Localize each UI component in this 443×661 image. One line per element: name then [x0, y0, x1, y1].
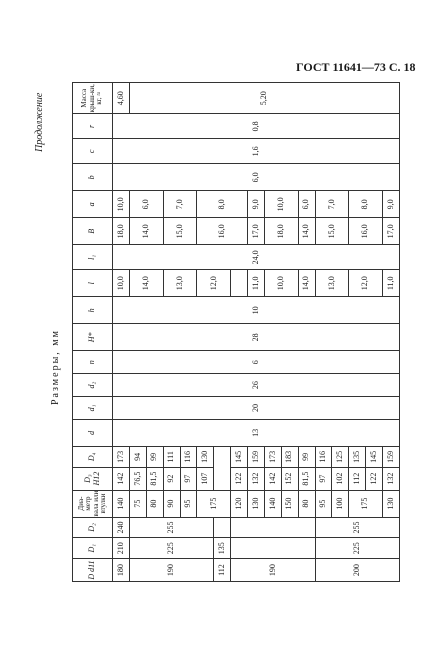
cell: 95	[180, 490, 197, 517]
cell: 145	[366, 446, 383, 467]
cell-mass-shared: 5,20	[129, 83, 399, 114]
cell: 142	[113, 467, 130, 490]
header-b: b	[73, 164, 113, 191]
cell: 255	[315, 517, 400, 538]
cell-h: 10	[113, 297, 400, 324]
cell: 16,0	[349, 218, 383, 245]
cell: 12,0	[197, 270, 231, 297]
cell: 130	[248, 490, 265, 517]
cell-r: 0,8	[113, 114, 400, 139]
cell: 116	[180, 446, 197, 467]
cell: 100	[332, 490, 349, 517]
header-d2: d₂	[73, 374, 113, 397]
cell: 180	[113, 559, 130, 582]
table-row	[113, 83, 130, 582]
cell: 132	[383, 467, 400, 490]
cell: 80	[298, 490, 315, 517]
cell: 173	[264, 446, 281, 467]
page-header: ГОСТ 11641—73 С. 18	[296, 60, 416, 74]
cell: 225	[315, 538, 400, 559]
cell	[231, 270, 248, 297]
cell: 13,0	[163, 270, 197, 297]
cell: 145	[231, 446, 248, 467]
cell: 14,0	[129, 218, 163, 245]
cell: 99	[146, 446, 163, 467]
header-D3: D₃ H12	[73, 467, 113, 490]
cell: 140	[264, 490, 281, 517]
cell: 94	[129, 446, 146, 467]
cell: 10,0	[113, 191, 130, 218]
dimensions-caption-text: Размеры, мм	[50, 329, 61, 405]
cell: 132	[248, 467, 265, 490]
cell: 255	[129, 517, 213, 538]
cell: 16,0	[197, 218, 248, 245]
cell-d1: 20	[113, 397, 400, 420]
cell: 97	[315, 467, 332, 490]
cell: 210	[113, 538, 130, 559]
cell: 99	[298, 446, 315, 467]
cell: 76,5	[129, 467, 146, 490]
cell: 8,0	[349, 191, 383, 218]
cell: 135	[349, 446, 366, 467]
cell: 135	[214, 538, 231, 559]
header-d: d	[73, 419, 113, 446]
header-c: c	[73, 139, 113, 164]
dimensions-caption	[50, 285, 64, 405]
cell: 102	[332, 467, 349, 490]
cell: 14,0	[298, 218, 315, 245]
cell: 11,0	[383, 270, 400, 297]
header-h: h	[73, 297, 113, 324]
cell: 15,0	[163, 218, 197, 245]
header-H: H*	[73, 324, 113, 351]
cell: 13,0	[315, 270, 349, 297]
cell: 116	[315, 446, 332, 467]
cell-d2: 26	[113, 374, 400, 397]
header-D: D d11	[73, 559, 113, 582]
cell: 125	[332, 446, 349, 467]
cell: 95	[315, 490, 332, 517]
cell: 190	[129, 559, 213, 582]
header-l: l	[73, 270, 113, 297]
header-a: a	[73, 191, 113, 218]
cell: 10,0	[264, 191, 298, 218]
cell: 4,60	[113, 83, 130, 114]
cell: 175	[197, 490, 231, 517]
cell: 75	[129, 490, 146, 517]
cell: 10,0	[264, 270, 298, 297]
cell: 122	[366, 467, 383, 490]
cell: 97	[180, 467, 197, 490]
cell: 122	[231, 467, 248, 490]
cell-H: 28	[113, 324, 400, 351]
cell-d: 13	[113, 419, 400, 446]
cell: 18,0	[264, 218, 298, 245]
header-mass: Масса крыш-ки, кг, ≈	[73, 83, 113, 114]
header-B: B	[73, 218, 113, 245]
cell: 11,0	[248, 270, 265, 297]
cell: 152	[281, 467, 298, 490]
header-D4: D₄	[73, 446, 113, 467]
cell: 107	[197, 467, 214, 490]
cell: 9,0	[248, 191, 265, 218]
header-D1: D₁	[73, 538, 113, 559]
header-r: r	[73, 114, 113, 139]
cell: 159	[383, 446, 400, 467]
cell: 159	[248, 446, 265, 467]
cell: 81,5	[146, 467, 163, 490]
cell: 150	[281, 490, 298, 517]
cell: 14,0	[298, 270, 315, 297]
cell: 112	[349, 467, 366, 490]
cell-b: 6,0	[113, 164, 400, 191]
continuation-note-text: Продолжение	[34, 92, 45, 152]
cell: 190	[231, 559, 315, 582]
cell	[231, 538, 315, 559]
header-n: n	[73, 351, 113, 374]
cell: 7,0	[163, 191, 197, 218]
cell: 80	[146, 490, 163, 517]
cell: 240	[113, 517, 130, 538]
cell: 12,0	[349, 270, 383, 297]
dimensions-table	[72, 82, 400, 582]
cell: 7,0	[315, 191, 349, 218]
cell: 200	[315, 559, 400, 582]
cell	[231, 517, 315, 538]
cell: 6,0	[298, 191, 315, 218]
cell: 17,0	[248, 218, 265, 245]
cell: 6,0	[129, 191, 163, 218]
cell: 18,0	[113, 218, 130, 245]
cell: 142	[264, 467, 281, 490]
cell: 17,0	[383, 218, 400, 245]
rotated-table-container	[72, 82, 400, 582]
cell: 183	[281, 446, 298, 467]
header-D2: D₂	[73, 517, 113, 538]
cell: 120	[231, 490, 248, 517]
cell: 130	[383, 490, 400, 517]
cell: 111	[163, 446, 180, 467]
cell: 81,5	[298, 467, 315, 490]
cell: 15,0	[315, 218, 349, 245]
cell: 140	[113, 490, 130, 517]
cell: 130	[197, 446, 214, 467]
cell: 9,0	[383, 191, 400, 218]
cell: 14,0	[129, 270, 163, 297]
cell-c: 1,6	[113, 139, 400, 164]
header-l1: l₁	[73, 245, 113, 270]
cell: 90	[163, 490, 180, 517]
header-shaft-diameter: Диа-метр вала или втулки	[73, 490, 113, 517]
cell: 92	[163, 467, 180, 490]
cell: 112	[214, 559, 231, 582]
header-d1: d₁	[73, 397, 113, 420]
cell: 175	[349, 490, 383, 517]
continuation-note	[34, 82, 48, 152]
cell: 10,0	[113, 270, 130, 297]
cell-l1: 24,0	[113, 245, 400, 270]
cell: 8,0	[197, 191, 248, 218]
cell: 225	[129, 538, 213, 559]
cell: 173	[113, 446, 130, 467]
cell-n: 6	[113, 351, 400, 374]
